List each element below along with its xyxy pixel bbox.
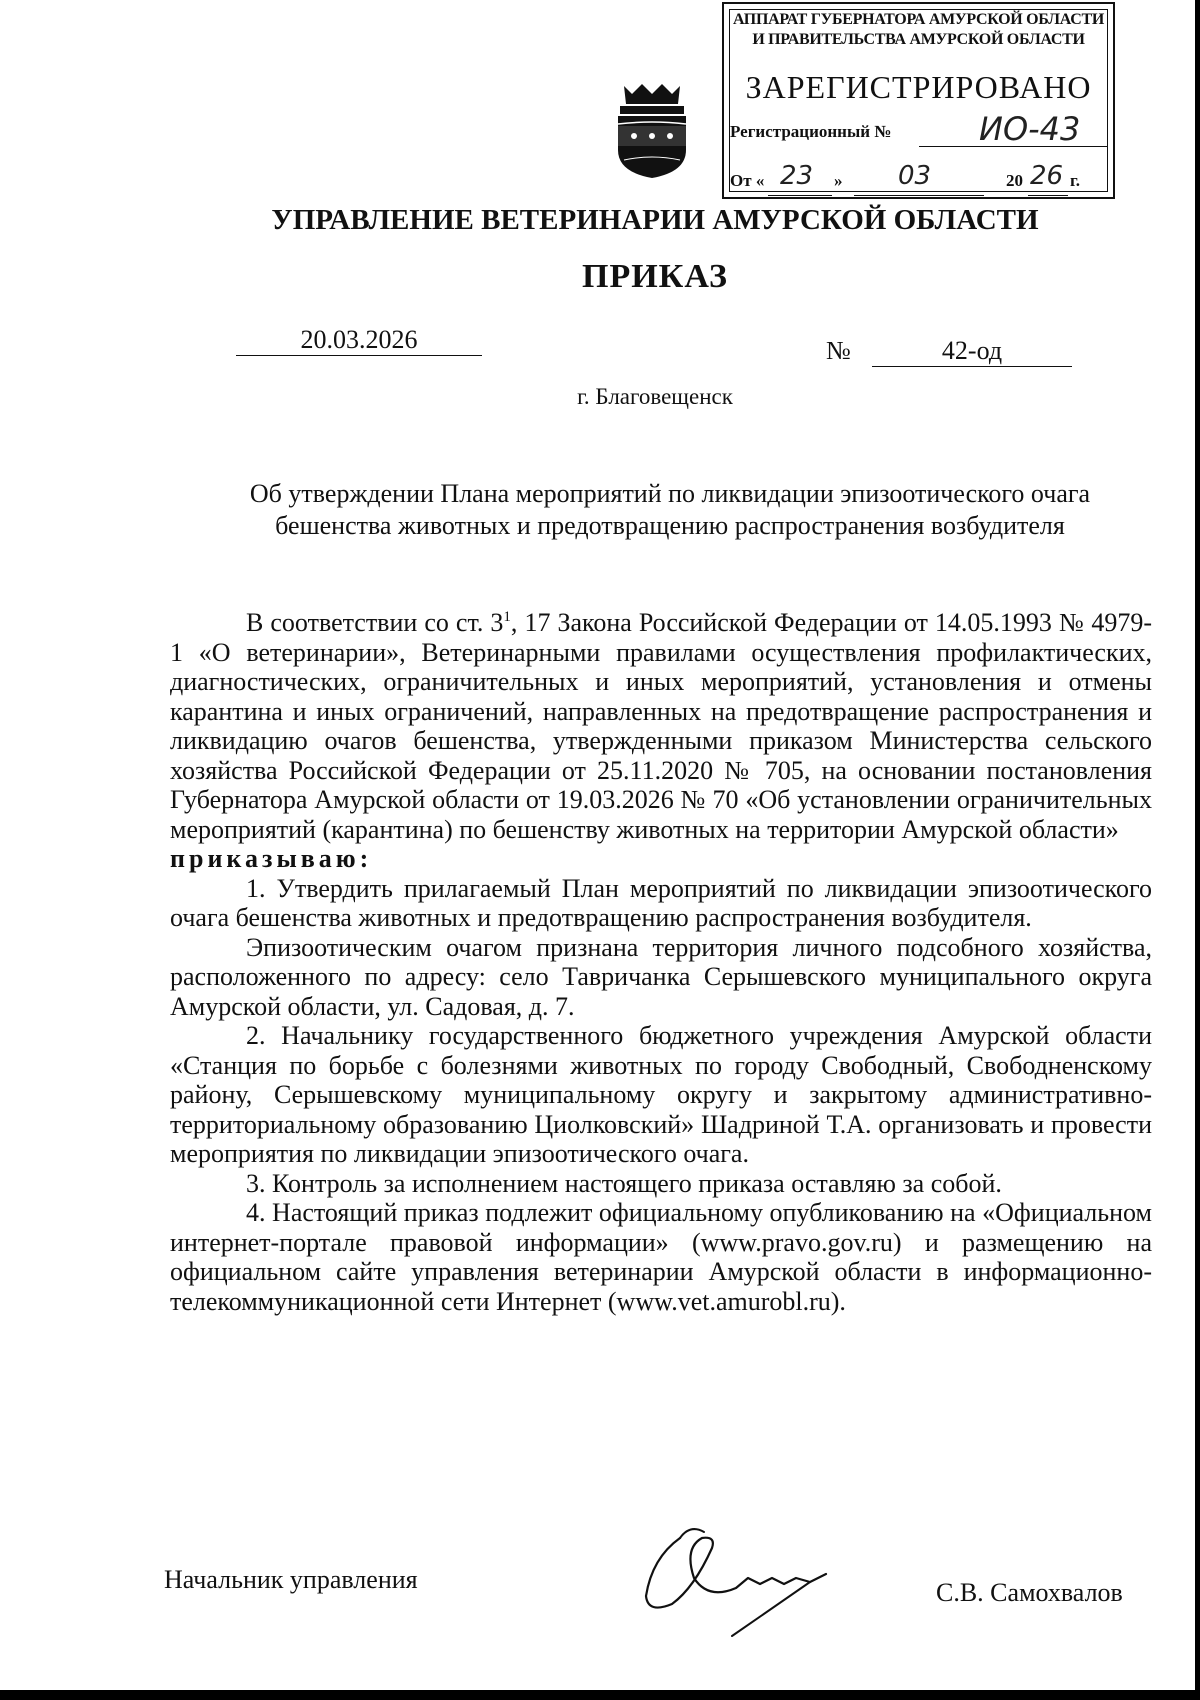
document-body xyxy=(170,608,1152,1316)
stamp-date: От « 23 » 03 20 26 г. xyxy=(730,169,1107,193)
signer-role: Начальник управления xyxy=(164,1565,418,1594)
stamp-year: 26 xyxy=(1030,161,1064,191)
scan-edge-bottom xyxy=(0,1690,1200,1700)
item-3: 3. Контроль за исполнением настоящего приказа оставляю за собой. xyxy=(246,1168,1002,1198)
document-type: ПРИКАЗ xyxy=(582,258,728,295)
item-1-note: Эпизоотическим очагом признана территория личного подсобного хозяйства, расположенного по адресу: село Тавричанка Серышевского муниципального округа Амурской области, ул. Садовая, д. 7. xyxy=(170,932,1152,1021)
handwritten-signature xyxy=(632,1518,832,1638)
stamp-day: 23 xyxy=(780,161,814,191)
number-sign: № xyxy=(826,336,851,365)
item-4: 4. Настоящий приказ подлежит официальному опубликованию на «Официальном интернет-портале правовой информации» (www.pravo.gov.ru) и размещению на официальном сайте управления ветеринарии Амурской области в информационно-телекоммуникационной сети Интернет (www.vet.amurobl.ru). xyxy=(170,1198,1152,1316)
item-1: 1. Утвердить прилагаемый План мероприятий по ликвидации эпизоотического очага бешенства животных и предотвращению распространения возбудителя. xyxy=(170,873,1152,932)
organization-name: УПРАВЛЕНИЕ ВЕТЕРИНАРИИ АМУРСКОЙ ОБЛАСТИ xyxy=(271,204,1039,236)
stamp-organization: АППАРАТ ГУБЕРНАТОРА АМУРСКОЙ ОБЛАСТИ И ПРАВИТЕЛЬСТВА АМУРСКОЙ ОБЛАСТИ xyxy=(732,11,1105,48)
document-date: 20.03.2026 xyxy=(236,325,482,356)
decree-word: приказываю: xyxy=(170,844,373,873)
stamp-title: ЗАРЕГИСТРИРОВАНО xyxy=(745,69,1092,105)
preamble: В соответствии со ст. $3^1$, 17 Закона Российской Федерации от 14.05.1993 № 4979-1 «О ветеринарии», Ветеринарными правилами осуществления профилактических, диагностических, ограничительных и иных мероприятий, установления и отмены карантина и иных ограничений, направленных на предотвращение распространения и ликвидацию очагов бешенства, утвержденными приказом Министерства сельского хозяйства Российской Федерации от 25.11.2020 № 705, на основании постановления Губернатора Амурской области от 19.03.2026 № 70 «Об установлении ограничительных мероприятий (карантина) по бешенству животных на территории Амурской области» xyxy=(170,608,1152,844)
registration-stamp xyxy=(722,2,1115,199)
stamp-reg-label: Регистрационный № xyxy=(730,122,892,141)
item-2: 2. Начальнику государственного бюджетного учреждения Амурской области «Станция по борьбе с болезнями животных по городу Свободный, Свободненскому району, Серышевскому муниципальному округу и закрытому административно-территориальному образованию Циолковский» Шадриной Т.А. организовать и провести мероприятия по ликвидации эпизоотического очага. xyxy=(170,1021,1152,1168)
document-number: 42-од xyxy=(872,336,1072,367)
scan-edge-right xyxy=(1195,0,1200,1700)
signer-name: С.В. Самохвалов xyxy=(936,1578,1123,1607)
stamp-reg-number: ИО-43 xyxy=(979,110,1081,148)
coat-of-arms-emblem xyxy=(614,80,690,180)
document-subject: Об утверждении Плана мероприятий по ликвидации эпизоотического очага бешенства животных и предотвращению распространения возбудителя xyxy=(249,479,1091,540)
stamp-month: 03 xyxy=(898,161,932,191)
city: г. Благовещенск xyxy=(577,384,733,409)
